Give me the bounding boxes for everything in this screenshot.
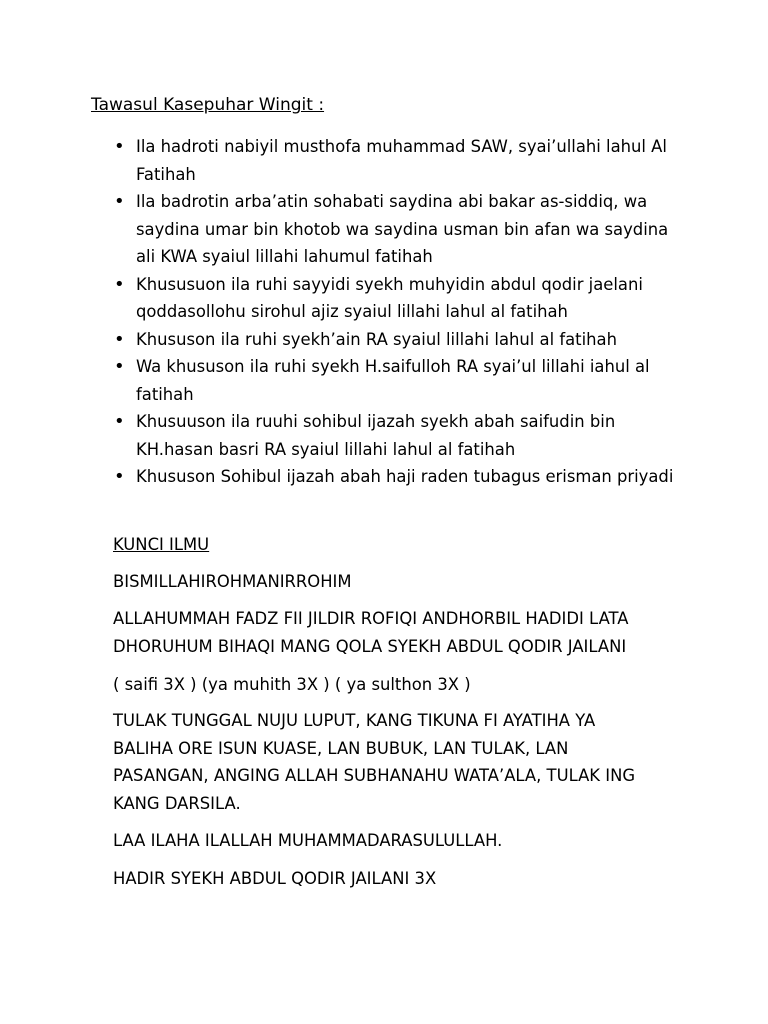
tawasul-list	[114, 133, 694, 491]
list-item	[114, 188, 694, 271]
list-item-line: • Ila badrotin arba’atin sohabati saydina abi bakar as-siddiq, wa	[136, 192, 648, 211]
list-item-line: qoddasollohu sirohul ajiz syaiul lillahi lahul al fatihah	[136, 302, 568, 321]
repetition-line: ( saifi 3X ) (ya muhith 3X ) ( ya sulthon 3X )	[113, 675, 471, 694]
list-item	[114, 326, 694, 354]
list-item-line: KH.hasan basri RA syaiul lillahi lahul al fatihah	[136, 439, 516, 459]
list-item-line: • Khususon Sohibul ijazah abah haji raden tubagus erisman priyadi	[136, 467, 674, 486]
list-item-line: • Wa khususon ila ruhi syekh H.saifulloh RA syai’ul lillahi iahul al	[136, 357, 650, 376]
paragraph-line: PASANGAN, ANGING ALLAH SUBHANAHU WATA’ALA, TULAK ING	[113, 766, 636, 785]
document-title: Tawasul Kasepuhar Wingit :	[91, 95, 325, 115]
list-item	[114, 133, 694, 188]
list-item	[114, 271, 694, 326]
list-item-line: • Khususon ila ruhi syekh’ain RA syaiul lillahi lahul al fatihah	[136, 329, 617, 349]
tahlil-line: LAA ILAHA ILALLAH MUHAMMADARASULULLAH.	[113, 831, 503, 850]
list-item-line: saydina umar bin khotob wa saydina usman bin afan wa saydina	[136, 219, 669, 239]
paragraph-line: DHORUHUM BIHAQI MANG QOLA SYEKH ABDUL QODIR JAILANI	[113, 636, 627, 656]
list-item-line: fatihah	[136, 384, 194, 404]
list-item	[114, 408, 694, 463]
tulak-paragraph	[113, 707, 713, 817]
doa-paragraph	[113, 605, 713, 660]
list-item-line: ali KWA syaiul lillahi lahumul fatihah	[136, 247, 433, 266]
paragraph-line: BALIHA ORE ISUN KUASE, LAN BUBUK, LAN TULAK, LAN	[113, 738, 569, 758]
list-item-line: • Khususuon ila ruhi sayyidi syekh muhyidin abdul qodir jaelani	[136, 274, 643, 294]
hadir-line: HADIR SYEKH ABDUL QODIR JAILANI 3X	[113, 869, 437, 888]
list-item-line: Fatihah	[136, 164, 196, 184]
list-item-line: • Ila hadroti nabiyil musthofa muhammad SAW, syai’ullahi lahul Al	[136, 137, 667, 156]
paragraph-line: KANG DARSILA.	[113, 793, 241, 813]
list-item-line: • Khusuuson ila ruuhi sohibul ijazah syekh abah saifudin bin	[136, 412, 616, 431]
paragraph-line: TULAK TUNGGAL NUJU LUPUT, KANG TIKUNA FI AYATIHA YA	[113, 711, 596, 730]
bismillah-line: BISMILLAHIROHMANIRROHIM	[113, 572, 352, 591]
list-item	[114, 463, 694, 491]
list-item	[114, 353, 694, 408]
paragraph-line: ALLAHUMMAH FADZ FII JILDIR ROFIQI ANDHORBIL HADIDI LATA	[113, 609, 629, 628]
kunci-ilmu-heading: KUNCI ILMU	[113, 535, 210, 554]
